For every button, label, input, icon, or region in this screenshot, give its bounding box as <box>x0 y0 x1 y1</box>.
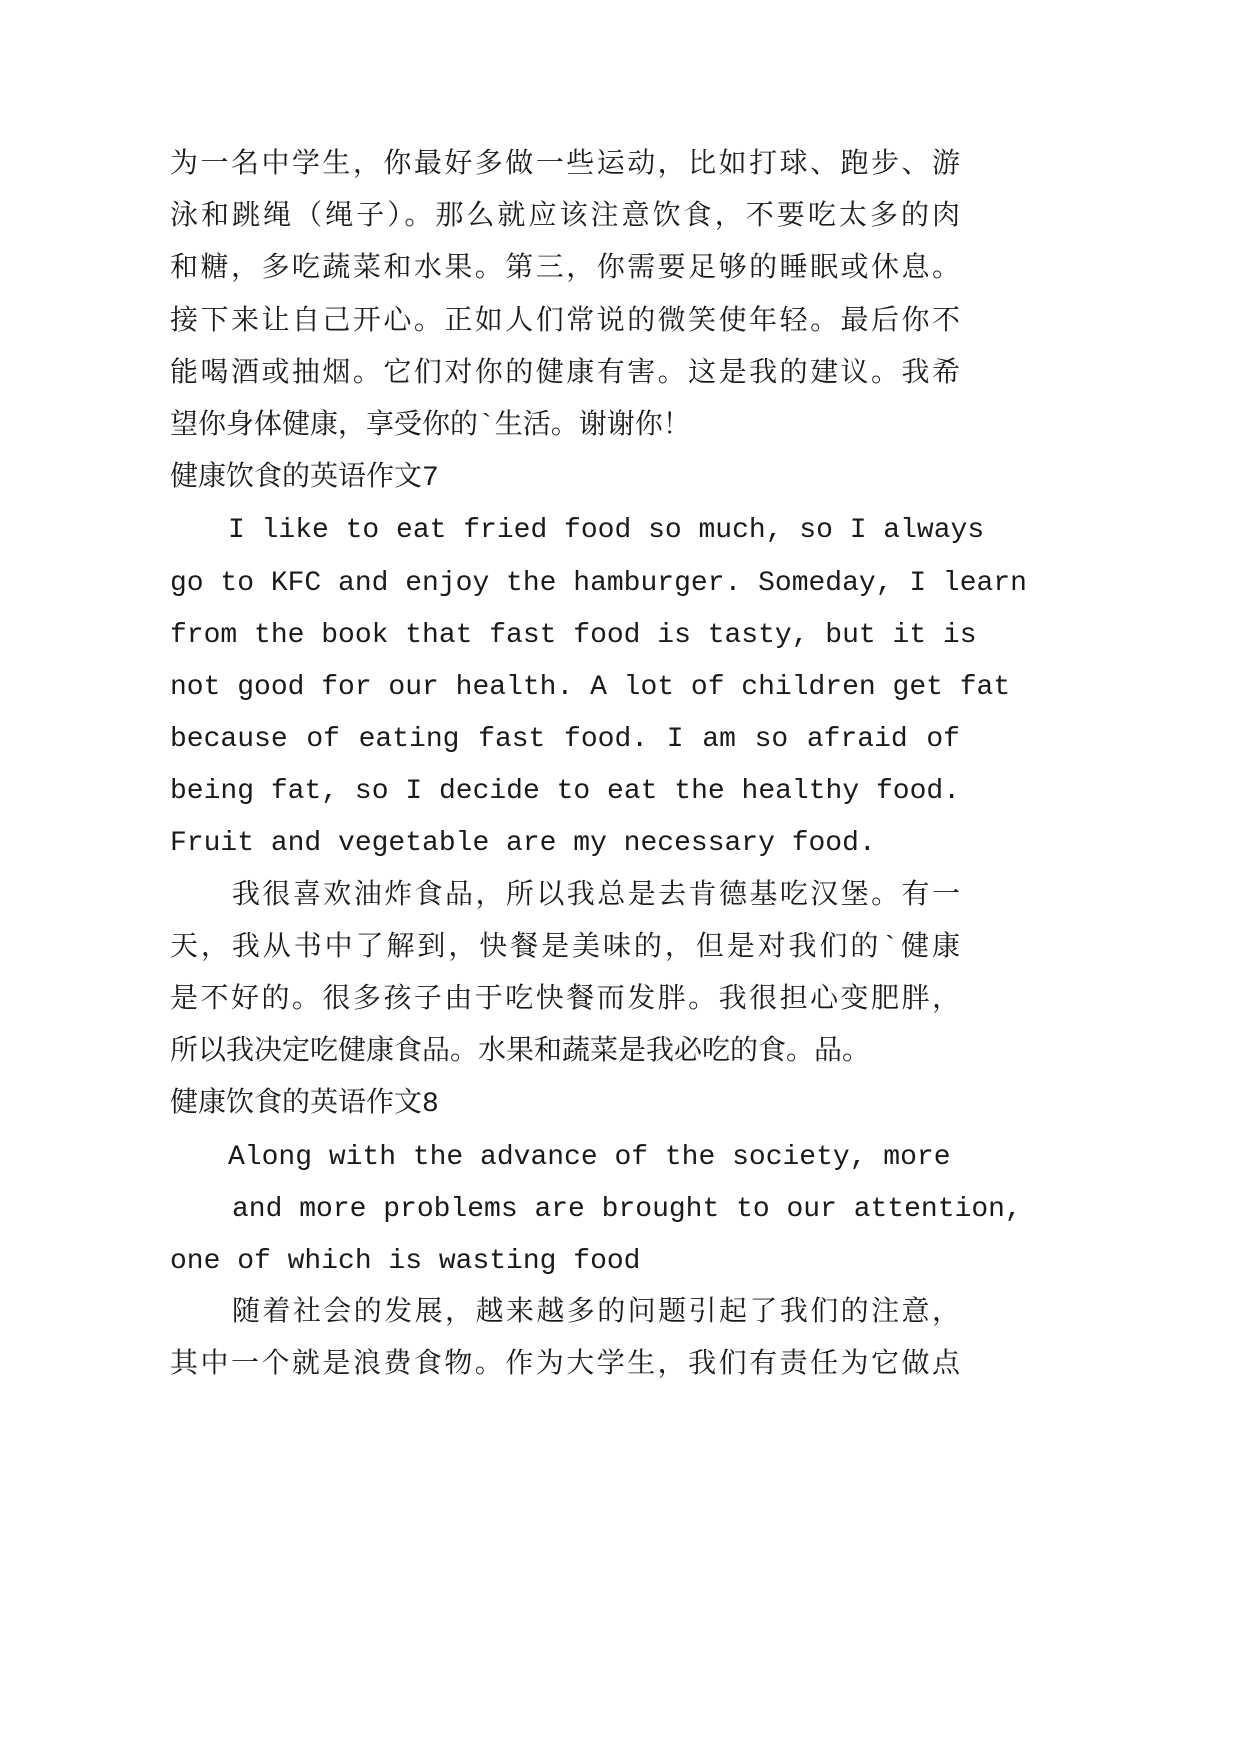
text-line: 是不好的。很多孩子由于吃快餐而发胖。我很担心变肥胖， <box>170 985 960 1016</box>
text-line: being fat, so I decide to eat the healthy food. <box>170 776 960 808</box>
text-line: I like to eat fried food so much, so I always <box>228 515 985 547</box>
text-line: 能喝酒或抽烟。它们对你的健康有害。这是我的建议。我希 <box>170 358 960 390</box>
text-line: 我很喜欢油炸食品，所以我总是去肯德基吃汉堡。有一 <box>232 880 960 912</box>
text-line: go to KFC and enjoy the hamburger. Someday, I learn <box>170 567 1027 599</box>
text-line: 望你身体健康，享受你的`生活。谢谢你！ <box>170 410 691 442</box>
text-line: 所以我决定吃健康食品。水果和蔬菜是我必吃的食。品。 <box>170 1037 871 1069</box>
text-line: 接下来让自己开心。正如人们常说的微笑使年轻。最后你不 <box>170 306 960 338</box>
text-line: because of eating fast food. I am so afraid of <box>170 724 960 756</box>
text-line: from the book that fast food is tasty, but it is <box>170 619 977 651</box>
text-line: and more problems are brought to our attention, <box>232 1193 1022 1225</box>
text-line: Along with the advance of the society, more <box>228 1141 951 1173</box>
section-heading: 健康饮食的英语作文7 <box>170 463 439 495</box>
text-line: 其中一个就是浪费食物。作为大学生，我们有责任为它做点 <box>170 1350 960 1382</box>
text-line: not good for our health. A lot of children get fat <box>170 671 1011 703</box>
text-line: 泳和跳绳（绳子）。那么就应该注意饮食，不要吃太多的肉 <box>170 202 960 234</box>
document-page <box>170 140 1027 1393</box>
text-line: 为一名中学生，你最好多做一些运动，比如打球、跑步、游 <box>170 150 960 181</box>
text-line: one of which is wasting food <box>170 1245 641 1277</box>
section-heading: 健康饮食的英语作文8 <box>170 1089 439 1121</box>
text-line: 天，我从书中了解到，快餐是美味的，但是对我们的`健康 <box>170 932 960 964</box>
text-line: 随着社会的发展，越来越多的问题引起了我们的注意， <box>232 1298 960 1330</box>
text-line: Fruit and vegetable are my necessary food. <box>170 828 876 860</box>
text-line: 和糖，多吃蔬菜和水果。第三，你需要足够的睡眠或休息。 <box>170 254 960 286</box>
